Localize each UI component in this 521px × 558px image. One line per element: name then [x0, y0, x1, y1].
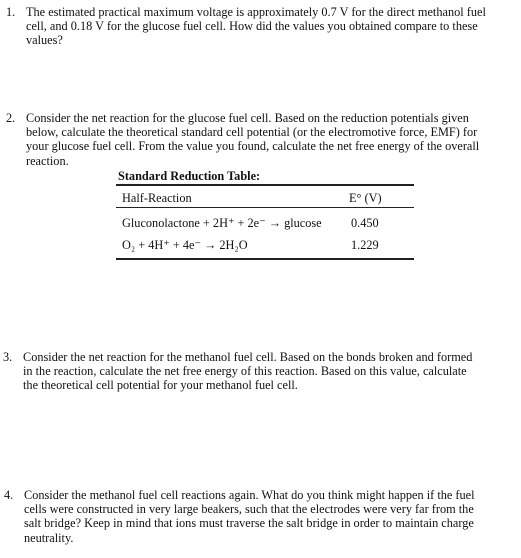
question-line: in the reaction, calculate the net free energy of this reaction. Based on this value, calculate	[23, 364, 467, 379]
question-line: values?	[26, 33, 63, 48]
table-header-half-reaction: Half-Reaction	[122, 191, 192, 205]
table-cell-potential: 1.229	[351, 238, 379, 252]
question-number: 2.	[6, 111, 16, 125]
table-header-rule	[116, 207, 414, 208]
question-text	[26, 5, 486, 48]
table-header-potential: E° (V)	[349, 191, 382, 205]
question-line: the theoretical cell potential for your methanol fuel cell.	[23, 378, 298, 393]
question-line: Consider the net reaction for the methanol fuel cell. Based on the bonds broken and formed	[23, 350, 473, 364]
question-text	[23, 350, 472, 393]
question-number: 1.	[6, 5, 16, 19]
question-line: cells were constructed in very large beakers, such that the electrodes were very far from the	[24, 502, 474, 517]
question-line: your glucose fuel cell. From the value you found, calculate the net free energy of the overall	[26, 139, 480, 154]
table-cell-half-reaction: Gluconolactone + 2H⁺ + 2e⁻ → glucose	[122, 216, 322, 230]
table-cell-potential: 0.450	[351, 216, 379, 230]
question-text	[24, 488, 475, 545]
question-line: The estimated practical maximum voltage is approximately 0.7 V for the direct methanol fuel	[26, 5, 486, 19]
question-number: 4.	[4, 488, 14, 502]
question-number: 3.	[3, 350, 13, 364]
question-line: Consider the methanol fuel cell reactions again. What do you think might happen if the fuel	[24, 488, 475, 502]
question-line: cell, and 0.18 V for the glucose fuel cell. How did the values you obtained compare to these	[26, 19, 478, 34]
question-line: Consider the net reaction for the glucose fuel cell. Based on the reduction potentials given	[26, 111, 469, 125]
table-cell-half-reaction: O₂ + 4H⁺ + 4e⁻ → 2H₂O	[122, 238, 248, 252]
table-top-rule	[116, 184, 414, 186]
table-bottom-rule	[116, 258, 414, 260]
question-line: reaction.	[26, 153, 69, 168]
question-line: below, calculate the theoretical standard cell potential (or the electromotive force, EMF) for	[26, 125, 478, 140]
question-line: salt bridge? Keep in mind that ions must traverse the salt bridge in order to maintain charge	[24, 516, 474, 531]
question-text	[26, 111, 479, 168]
table-title: Standard Reduction Table:	[118, 169, 261, 183]
question-line: neutrality.	[24, 530, 74, 545]
